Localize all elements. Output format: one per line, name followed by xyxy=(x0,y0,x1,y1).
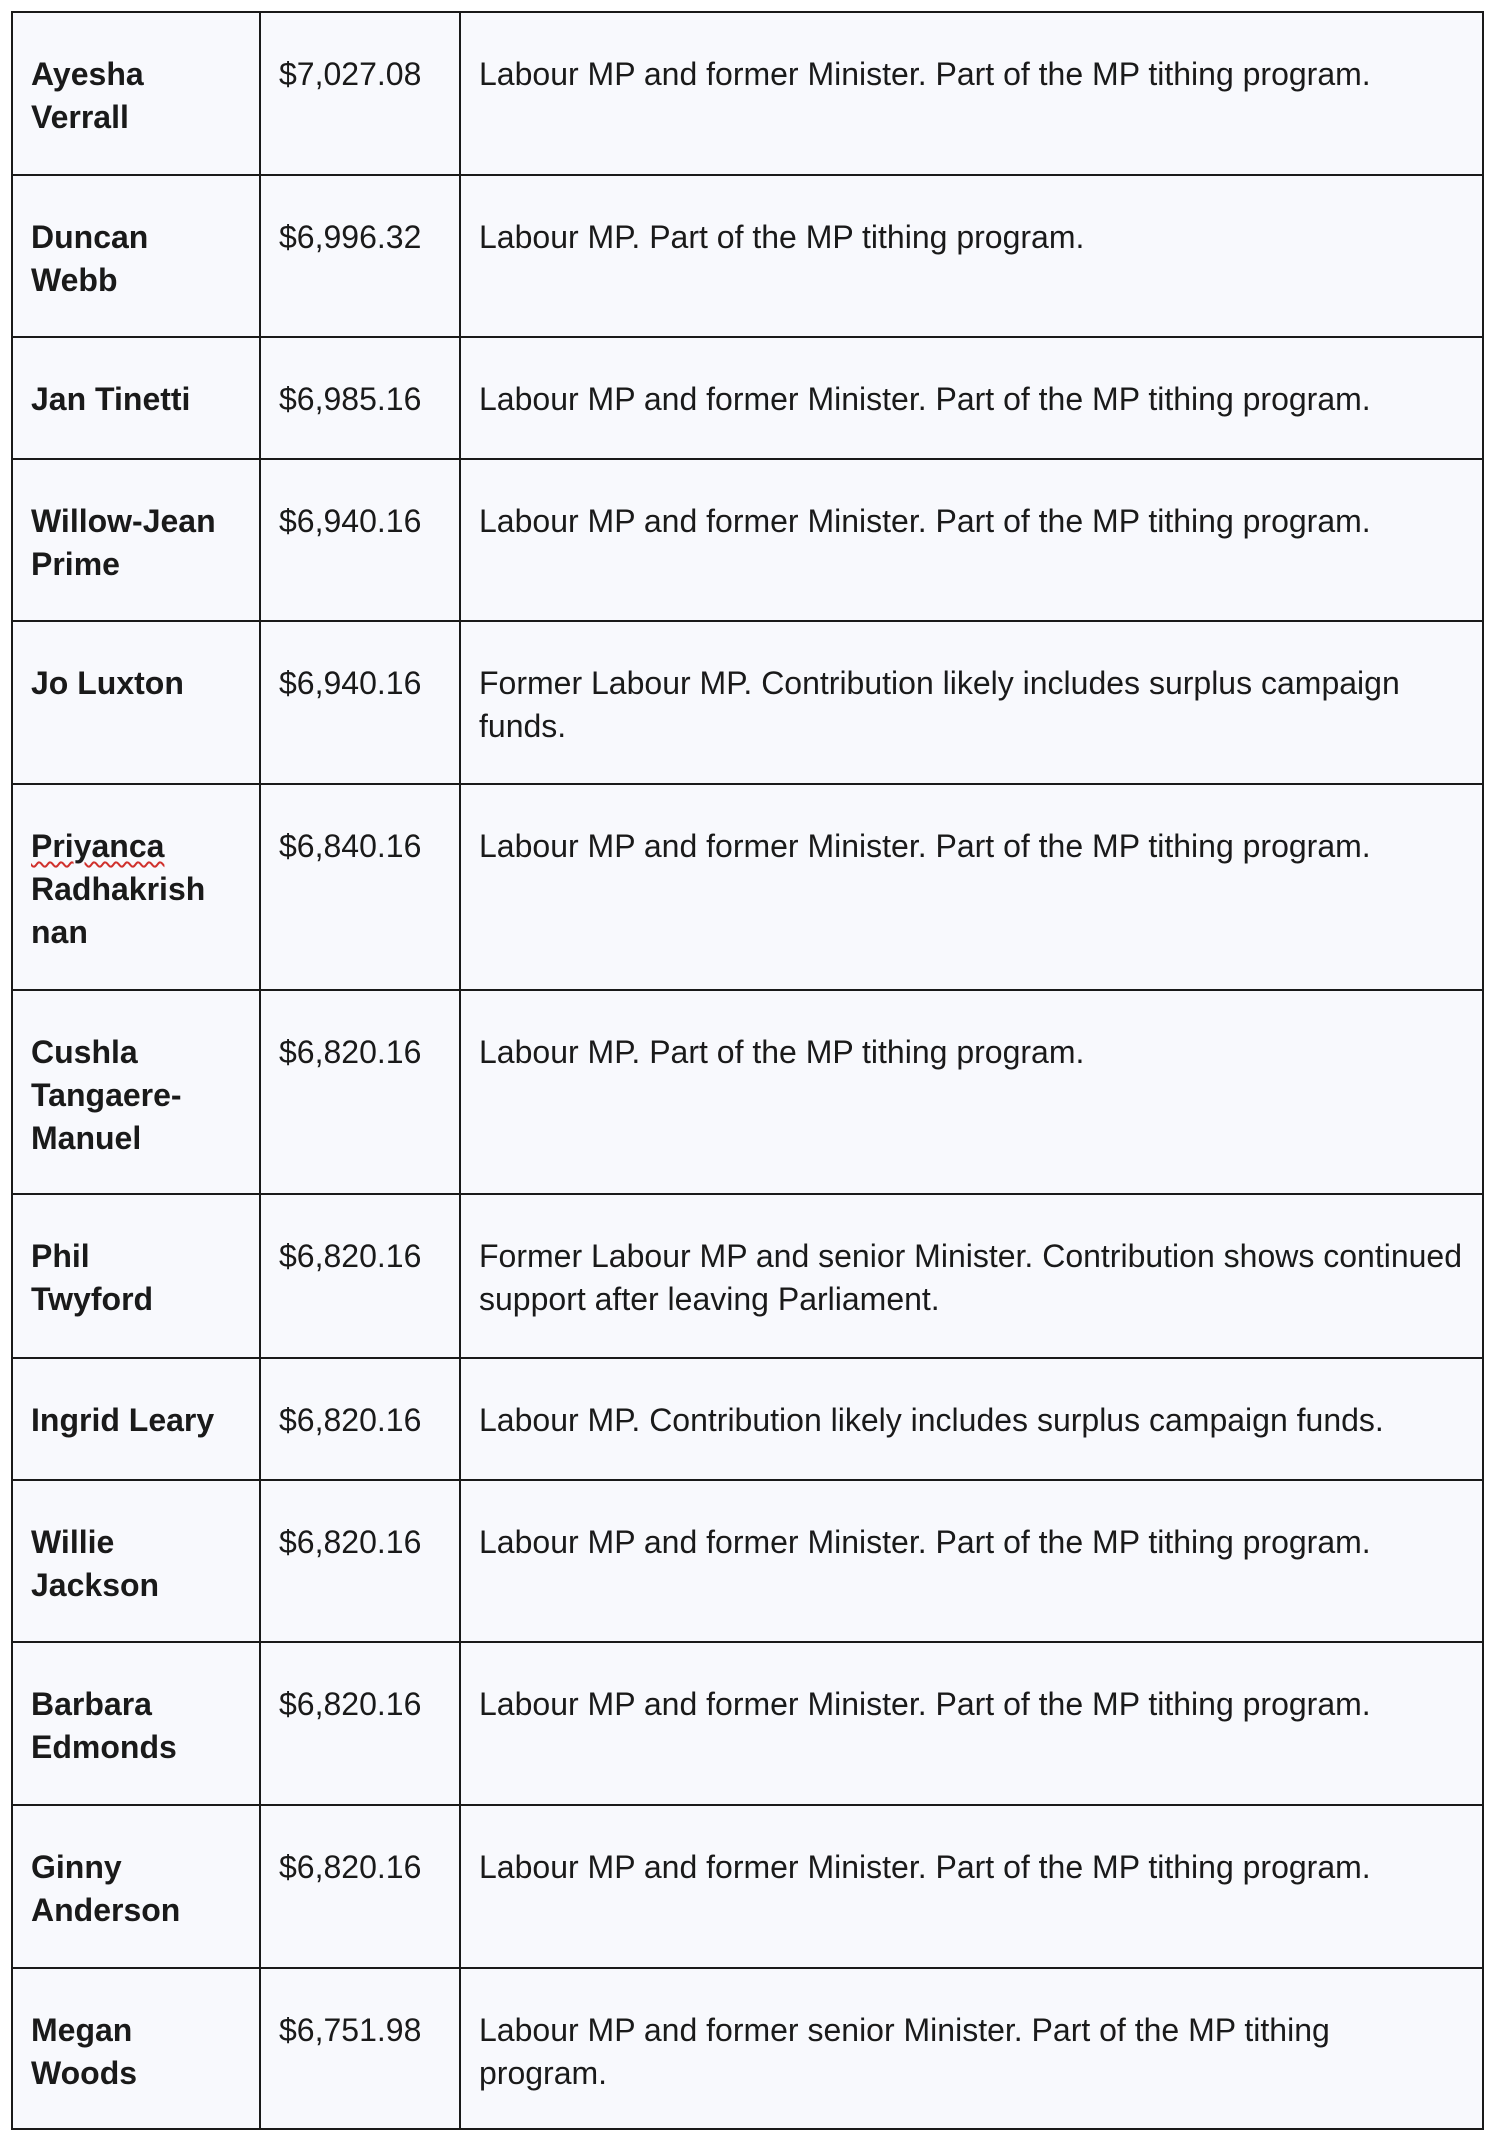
donation-amount: $6,985.16 xyxy=(260,337,460,459)
donor-name-line: Duncan xyxy=(31,219,149,255)
donor-name-line: Twyford xyxy=(31,1281,154,1317)
description-line: program. xyxy=(479,2055,608,2091)
donation-amount: $6,996.32 xyxy=(260,175,460,337)
donor-name-line: Willow-Jean xyxy=(31,503,216,539)
table-row xyxy=(12,175,1483,337)
donation-amount: $6,820.16 xyxy=(260,1480,460,1642)
donation-amount: $6,940.16 xyxy=(260,459,460,621)
donor-name-cell xyxy=(12,1642,260,1805)
donation-amount: $6,751.98 xyxy=(260,1968,460,2129)
donor-name-line xyxy=(31,825,241,868)
description-line: Former Labour MP and senior Minister. Contribution shows continued xyxy=(479,1238,1463,1274)
donation-amount: $6,820.16 xyxy=(260,990,460,1194)
donor-name-cell xyxy=(12,1194,260,1358)
donor-name-line: Ginny xyxy=(31,1849,122,1885)
table-row xyxy=(12,1642,1483,1805)
donor-name-cell xyxy=(12,1358,260,1480)
donor-name-line: Tangaere- xyxy=(31,1077,182,1113)
description-line: Former Labour MP. Contribution likely includes surplus campaign xyxy=(479,665,1400,701)
donor-description: Labour MP. Part of the MP tithing program. xyxy=(460,175,1483,337)
donations-table xyxy=(11,11,1484,2130)
donor-name-cell xyxy=(12,621,260,784)
donor-name-line: Anderson xyxy=(31,1892,181,1928)
donor-description: Labour MP and former Minister. Part of the MP tithing program. xyxy=(460,12,1483,175)
donor-description: Labour MP. Contribution likely includes surplus campaign funds. xyxy=(460,1358,1483,1480)
donor-name-line: Jan Tinetti xyxy=(31,381,191,417)
donor-description: Labour MP and former Minister. Part of the MP tithing program. xyxy=(460,337,1483,459)
donor-name-line: Woods xyxy=(31,2055,138,2091)
donor-name-cell xyxy=(12,175,260,337)
donor-name-cell xyxy=(12,337,260,459)
table-row xyxy=(12,337,1483,459)
donor-name-line: Willie xyxy=(31,1524,115,1560)
donor-name-cell xyxy=(12,1968,260,2129)
donation-amount: $6,940.16 xyxy=(260,621,460,784)
donor-name-line: Ingrid Leary xyxy=(31,1402,215,1438)
donation-amount: $7,027.08 xyxy=(260,12,460,175)
donor-name-line: nan xyxy=(31,914,88,950)
donor-description: Labour MP and former Minister. Part of the MP tithing program. xyxy=(460,459,1483,621)
donor-name-cell xyxy=(12,12,260,175)
donor-name-cell xyxy=(12,784,260,990)
donor-name-cell xyxy=(12,990,260,1194)
donation-amount: $6,840.16 xyxy=(260,784,460,990)
donor-description xyxy=(460,1968,1483,2129)
table-row xyxy=(12,621,1483,784)
donor-name-line: Jo Luxton xyxy=(31,665,184,701)
donation-amount: $6,820.16 xyxy=(260,1358,460,1480)
description-line: funds. xyxy=(479,708,567,744)
table-row xyxy=(12,459,1483,621)
donor-name-line: Cushla xyxy=(31,1034,138,1070)
description-line: Labour MP and former senior Minister. Part of the MP tithing xyxy=(479,2012,1330,2048)
table-row xyxy=(12,1358,1483,1480)
donor-name-line: Radhakrish xyxy=(31,871,206,907)
donor-name-line: Barbara xyxy=(31,1686,152,1722)
donor-description: Labour MP and former Minister. Part of the MP tithing program. xyxy=(460,1805,1483,1968)
donor-description xyxy=(460,1194,1483,1358)
misspelled-word: Priyanca xyxy=(31,828,165,864)
donor-name-line: Edmonds xyxy=(31,1729,177,1765)
donor-name-line: Prime xyxy=(31,546,120,582)
donation-amount: $6,820.16 xyxy=(260,1805,460,1968)
donor-name-cell xyxy=(12,1805,260,1968)
donor-name-line: Webb xyxy=(31,262,118,298)
donation-amount: $6,820.16 xyxy=(260,1194,460,1358)
donor-name-cell xyxy=(12,459,260,621)
donor-name-line: Phil xyxy=(31,1238,90,1274)
donor-name-line: Ayesha xyxy=(31,56,144,92)
donor-name-line: Megan xyxy=(31,2012,133,2048)
table-row xyxy=(12,784,1483,990)
donor-description: Labour MP. Part of the MP tithing program. xyxy=(460,990,1483,1194)
table-row xyxy=(12,1805,1483,1968)
table-row xyxy=(12,1480,1483,1642)
table-row xyxy=(12,12,1483,175)
table-row xyxy=(12,990,1483,1194)
donor-description: Labour MP and former Minister. Part of the MP tithing program. xyxy=(460,784,1483,990)
donor-description xyxy=(460,621,1483,784)
table-row xyxy=(12,1194,1483,1358)
donor-name-line: Manuel xyxy=(31,1120,142,1156)
donor-description: Labour MP and former Minister. Part of the MP tithing program. xyxy=(460,1480,1483,1642)
description-line: support after leaving Parliament. xyxy=(479,1281,940,1317)
donor-name-line: Jackson xyxy=(31,1567,160,1603)
donor-name-cell xyxy=(12,1480,260,1642)
donor-description: Labour MP and former Minister. Part of the MP tithing program. xyxy=(460,1642,1483,1805)
donation-amount: $6,820.16 xyxy=(260,1642,460,1805)
donor-name-line: Verrall xyxy=(31,99,129,135)
table-row xyxy=(12,1968,1483,2129)
